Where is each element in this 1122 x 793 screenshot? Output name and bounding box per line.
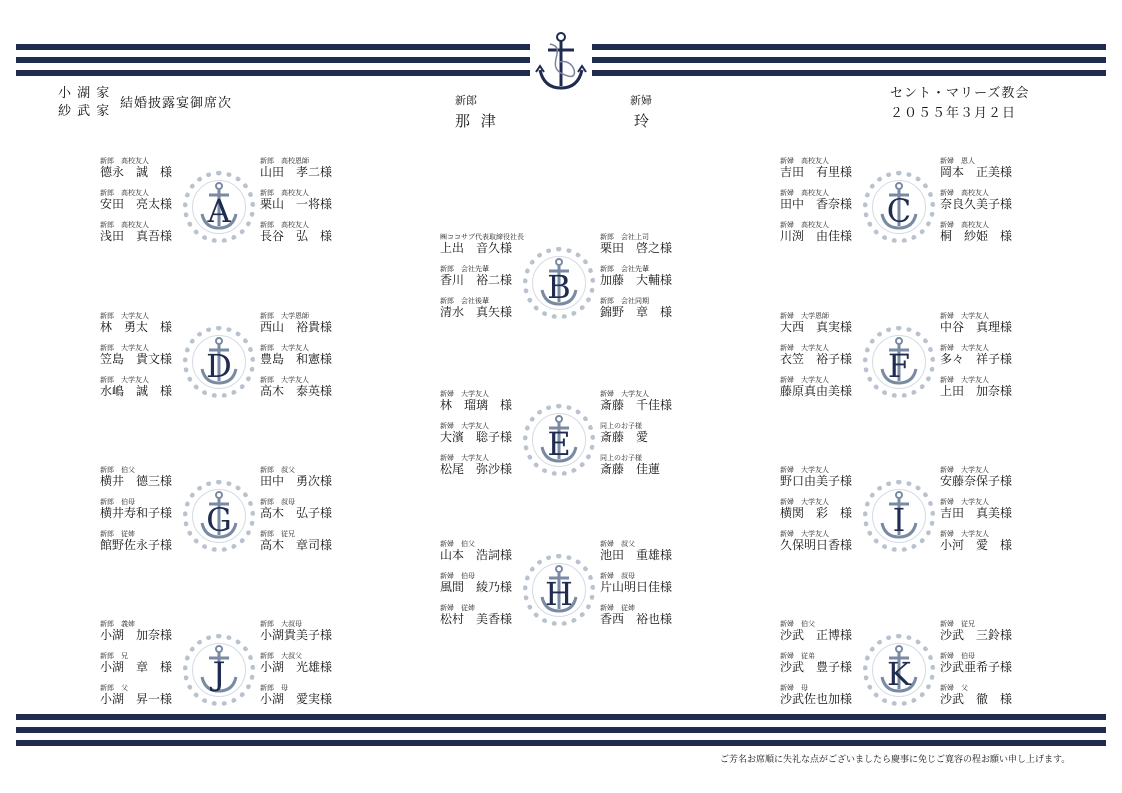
guest-entry	[440, 454, 530, 477]
guest-entry	[260, 620, 350, 643]
guest-name: 小湖 昇一様	[100, 692, 173, 706]
guest-name: 沙武 三鈴様	[940, 628, 1013, 642]
guest-name: 高木 泰英様	[260, 384, 333, 398]
guest-entry	[100, 189, 190, 212]
guest-entry	[440, 390, 530, 413]
guest-name: 横井 德三様	[100, 474, 173, 488]
guest-relation: 新婦 従姉	[600, 604, 635, 612]
bride-label: 新婦	[630, 94, 652, 107]
guest-relation: 新郎 兄	[100, 652, 128, 660]
guest-relation: 新婦 大学友人	[780, 376, 829, 384]
guest-name: 小湖 光雄様	[260, 660, 333, 674]
guest-name: 錦野 章 様	[600, 305, 673, 319]
guest-entry	[780, 466, 870, 489]
guest-name: 小湖貴美子様	[260, 628, 333, 642]
table-d	[100, 312, 350, 422]
table-medallion	[183, 480, 255, 552]
guest-name: 栗田 啓之様	[600, 241, 673, 255]
footer-note: ご芳名お席順に失礼な点がございましたら慶事に免じご寛容の程お願い申し上げます。	[720, 755, 1071, 765]
guest-relation: 新婦 大学友人	[600, 390, 649, 398]
guest-entry	[260, 530, 350, 553]
guest-relation: 新婦 大学友人	[940, 376, 989, 384]
guest-name: 上田 加奈様	[940, 384, 1013, 398]
table-letter: A	[207, 192, 231, 230]
family-left-2: 紗 武 家	[58, 104, 111, 119]
guest-entry	[780, 684, 870, 707]
groom-label: 新郎	[455, 94, 477, 107]
guest-relation: 新郎 高校友人	[100, 189, 149, 197]
table-medallion	[183, 171, 255, 243]
guest-relation: 新郎 叔母	[260, 498, 295, 506]
guest-relation: 同上のお子様	[600, 454, 642, 462]
anchor-icon	[530, 28, 592, 98]
guest-entry	[100, 312, 190, 335]
guest-entry	[100, 344, 190, 367]
guest-entry	[940, 652, 1030, 675]
guest-entry	[100, 498, 190, 521]
table-c	[780, 157, 1030, 267]
guest-name: 浅田 真吾様	[100, 229, 173, 243]
guest-name: 水嶋 誠 様	[100, 384, 173, 398]
guest-name: 大濱 聡子様	[440, 430, 513, 444]
guest-relation: 新郎 高校友人	[260, 221, 309, 229]
guest-relation: 新婦 大学恩師	[780, 312, 829, 320]
guest-relation: 新婦 恩人	[940, 157, 975, 165]
family-left-1: 小 湖 家	[58, 86, 111, 101]
guest-relation: 新婦 大学友人	[940, 312, 989, 320]
wedding-date: ２０５５年３月２日	[890, 106, 1017, 121]
guest-entry	[100, 157, 190, 180]
groom-name: 那 津	[455, 112, 499, 130]
guest-relation: 新婦 従弟	[780, 652, 815, 660]
guest-name: 川渕 由佳様	[780, 229, 853, 243]
table-letter: F	[887, 347, 911, 385]
guest-name: 多々 祥子様	[940, 352, 1013, 366]
table-letter: G	[206, 501, 232, 539]
guest-name: 小河 愛 様	[940, 538, 1013, 552]
guest-name: 栗山 一将様	[260, 197, 333, 211]
guest-relation: 新婦 高校友人	[780, 157, 829, 165]
guest-relation: 同上のお子様	[600, 422, 642, 430]
guest-entry	[100, 684, 190, 707]
table-medallion	[863, 326, 935, 398]
guest-relation: 新郎 大学友人	[260, 344, 309, 352]
guest-relation: 新郎 会社後輩	[440, 297, 489, 305]
guest-name: 沙武亜希子様	[940, 660, 1013, 674]
guest-entry	[940, 684, 1030, 707]
guest-relation: 新婦 大学友人	[940, 344, 989, 352]
guest-name: 久保明日香様	[780, 538, 853, 552]
guest-name: 野口由美子様	[780, 474, 853, 488]
guest-relation: 新婦 大学友人	[440, 390, 489, 398]
venue: セント・マリーズ教会	[890, 86, 1030, 101]
guest-entry	[100, 620, 190, 643]
guest-name: 清水 真矢様	[440, 305, 513, 319]
table-letter: D	[206, 347, 232, 385]
guest-entry	[600, 540, 690, 563]
guest-name: 林 瑠璃 様	[440, 398, 513, 412]
guest-name: 上出 音久様	[440, 241, 513, 255]
table-letter: I	[892, 501, 906, 539]
guest-relation: 新郎 高校恩師	[260, 157, 309, 165]
table-medallion	[523, 554, 595, 626]
guest-entry	[100, 376, 190, 399]
guest-relation: 新婦 叔母	[600, 572, 635, 580]
guest-relation: 新婦 大学友人	[940, 530, 989, 538]
guest-relation: 新郎 会社同期	[600, 297, 649, 305]
guest-name: 安藤奈保子様	[940, 474, 1013, 488]
guest-relation: 新郎 高校友人	[100, 157, 149, 165]
guest-relation: 新郎 大学友人	[100, 344, 149, 352]
guest-entry	[600, 297, 690, 320]
guest-relation: ㈱ココサブ代表取締役社長	[440, 233, 524, 241]
table-medallion	[863, 634, 935, 706]
guest-name: 横関 彩 様	[780, 506, 853, 520]
table-letter: E	[547, 425, 571, 463]
guest-relation: 新郎 父	[100, 684, 128, 692]
guest-relation: 新婦 従姉	[440, 604, 475, 612]
guest-relation: 新郎 高校友人	[100, 221, 149, 229]
guest-name: 斎藤 佳蓮	[600, 462, 661, 476]
guest-entry	[260, 466, 350, 489]
guest-relation: 新郎 大叔父	[260, 652, 302, 660]
guest-name: 小湖 加奈様	[100, 628, 173, 642]
guest-entry	[260, 498, 350, 521]
guest-entry	[940, 376, 1030, 399]
guest-name: 奈良久美子様	[940, 197, 1013, 211]
guest-name: 松村 美香様	[440, 612, 513, 626]
guest-entry	[600, 233, 690, 256]
guest-name: 横井寿和子様	[100, 506, 173, 520]
guest-name: 斎藤 千佳様	[600, 398, 673, 412]
guest-relation: 新婦 高校友人	[780, 221, 829, 229]
guest-entry	[260, 312, 350, 335]
guest-name: 田中 香奈様	[780, 197, 853, 211]
guest-relation: 新婦 高校友人	[940, 221, 989, 229]
guest-entry	[440, 422, 530, 445]
guest-relation: 新婦 大学友人	[940, 466, 989, 474]
guest-name: 斎藤 愛	[600, 430, 649, 444]
guest-name: 片山明日佳様	[600, 580, 673, 594]
guest-entry	[780, 312, 870, 335]
guest-name: 山本 浩詞様	[440, 548, 513, 562]
guest-entry	[100, 466, 190, 489]
guest-relation: 新郎 大学友人	[100, 312, 149, 320]
table-medallion	[863, 480, 935, 552]
guest-entry	[260, 344, 350, 367]
guest-entry	[260, 189, 350, 212]
guest-entry	[600, 604, 690, 627]
guest-entry	[940, 498, 1030, 521]
guest-name: 池田 重雄様	[600, 548, 673, 562]
table-i	[780, 466, 1030, 576]
table-medallion	[183, 326, 255, 398]
guest-entry	[260, 221, 350, 244]
guest-name: 笠島 貴文様	[100, 352, 173, 366]
guest-entry	[260, 684, 350, 707]
guest-name: 風間 綾乃様	[440, 580, 513, 594]
guest-name: 藤原真由美様	[780, 384, 853, 398]
bottom-stripe-3	[16, 740, 1106, 746]
guest-relation: 新婦 大学友人	[440, 422, 489, 430]
guest-relation: 新郎 叔父	[260, 466, 295, 474]
table-letter: H	[545, 575, 573, 613]
guest-relation: 新婦 伯父	[440, 540, 475, 548]
guest-entry	[260, 652, 350, 675]
guest-entry	[780, 376, 870, 399]
guest-name: 長谷 弘 様	[260, 229, 333, 243]
guest-entry	[260, 157, 350, 180]
guest-entry	[780, 189, 870, 212]
table-b	[440, 233, 690, 343]
guest-entry	[100, 530, 190, 553]
guest-name: 沙武佐也加様	[780, 692, 853, 706]
guest-name: 高木 章司様	[260, 538, 333, 552]
guest-entry	[440, 233, 530, 256]
guest-entry	[780, 498, 870, 521]
guest-name: 香西 裕也様	[600, 612, 673, 626]
guest-name: 吉田 有里様	[780, 165, 853, 179]
table-letter: J	[212, 655, 226, 693]
guest-entry	[940, 530, 1030, 553]
guest-relation: 新婦 大学友人	[940, 498, 989, 506]
guest-name: 香川 裕二様	[440, 273, 513, 287]
guest-entry	[440, 604, 530, 627]
table-medallion	[863, 171, 935, 243]
guest-name: 西山 裕貴様	[260, 320, 333, 334]
page-title: 結婚披露宴御席次	[120, 96, 233, 111]
guest-name: 高木 弘子様	[260, 506, 333, 520]
guest-entry	[940, 189, 1030, 212]
guest-relation: 新婦 伯母	[940, 652, 975, 660]
table-letter: K	[887, 655, 911, 693]
guest-relation: 新婦 母	[780, 684, 808, 692]
guest-relation: 新郎 高校友人	[260, 189, 309, 197]
guest-relation: 新郎 会社上司	[600, 233, 649, 241]
guest-entry	[100, 652, 190, 675]
table-medallion	[523, 404, 595, 476]
guest-entry	[780, 530, 870, 553]
guest-name: 館野佐永子様	[100, 538, 173, 552]
guest-relation: 新郎 従姉	[100, 530, 135, 538]
guest-relation: 新婦 叔父	[600, 540, 635, 548]
guest-entry	[940, 620, 1030, 643]
guest-entry	[440, 572, 530, 595]
guest-name: 加藤 大輔様	[600, 273, 673, 287]
guest-relation: 新婦 大学友人	[440, 454, 489, 462]
guest-entry	[940, 312, 1030, 335]
guest-entry	[440, 297, 530, 320]
guest-entry	[260, 376, 350, 399]
guest-name: 沙武 正博様	[780, 628, 853, 642]
guest-name: 德永 誠 様	[100, 165, 173, 179]
table-letter: C	[886, 192, 912, 230]
table-medallion	[523, 247, 595, 319]
guest-name: 松尾 弥沙様	[440, 462, 513, 476]
guest-entry	[780, 221, 870, 244]
guest-entry	[100, 221, 190, 244]
guest-relation: 新郎 会社先輩	[440, 265, 489, 273]
guest-name: 吉田 真美様	[940, 506, 1013, 520]
guest-name: 大西 真実様	[780, 320, 853, 334]
guest-relation: 新郎 母	[260, 684, 288, 692]
table-e	[440, 390, 690, 500]
guest-relation: 新婦 大学友人	[780, 498, 829, 506]
guest-entry	[440, 265, 530, 288]
guest-relation: 新婦 高校友人	[940, 189, 989, 197]
guest-entry	[940, 466, 1030, 489]
guest-relation: 新婦 高校友人	[780, 189, 829, 197]
table-medallion	[183, 634, 255, 706]
table-g	[100, 466, 350, 576]
guest-entry	[600, 265, 690, 288]
guest-entry	[600, 454, 690, 477]
guest-relation: 新郎 大叔母	[260, 620, 302, 628]
guest-relation: 新婦 大学友人	[780, 530, 829, 538]
guest-entry	[780, 652, 870, 675]
bride-name: 玲	[634, 112, 653, 130]
guest-name: 小湖 愛実様	[260, 692, 333, 706]
guest-relation: 新婦 大学友人	[780, 466, 829, 474]
guest-name: 桐 紗姫 様	[940, 229, 1013, 243]
guest-name: 衣笠 裕子様	[780, 352, 853, 366]
guest-entry	[940, 344, 1030, 367]
guest-name: 豊島 和憲様	[260, 352, 333, 366]
guest-name: 中谷 真理様	[940, 320, 1013, 334]
guest-relation: 新婦 伯父	[780, 620, 815, 628]
guest-relation: 新郎 大学友人	[260, 376, 309, 384]
table-a	[100, 157, 350, 267]
guest-name: 山田 孝二様	[260, 165, 333, 179]
guest-name: 沙武 徹 様	[940, 692, 1013, 706]
guest-entry	[440, 540, 530, 563]
guest-entry	[600, 390, 690, 413]
guest-relation: 新郎 大学恩師	[260, 312, 309, 320]
guest-entry	[780, 620, 870, 643]
table-h	[440, 540, 690, 650]
guest-name: 小湖 章 様	[100, 660, 173, 674]
guest-relation: 新郎 大学友人	[100, 376, 149, 384]
guest-relation: 新郎 義姉	[100, 620, 135, 628]
guest-relation: 新郎 伯母	[100, 498, 135, 506]
guest-relation: 新郎 伯父	[100, 466, 135, 474]
guest-name: 林 勇太 様	[100, 320, 173, 334]
guest-entry	[780, 344, 870, 367]
guest-relation: 新婦 伯母	[440, 572, 475, 580]
guest-name: 田中 勇次様	[260, 474, 333, 488]
guest-relation: 新郎 会社先輩	[600, 265, 649, 273]
guest-relation: 新婦 従兄	[940, 620, 975, 628]
guest-entry	[940, 221, 1030, 244]
guest-entry	[780, 157, 870, 180]
table-letter: B	[547, 268, 571, 306]
guest-entry	[600, 572, 690, 595]
table-j	[100, 620, 350, 730]
guest-entry	[600, 422, 690, 445]
guest-name: 岡本 正美様	[940, 165, 1013, 179]
guest-relation: 新郎 従兄	[260, 530, 295, 538]
guest-entry	[940, 157, 1030, 180]
table-k	[780, 620, 1030, 730]
guest-relation: 新婦 父	[940, 684, 968, 692]
guest-relation: 新婦 大学友人	[780, 344, 829, 352]
table-f	[780, 312, 1030, 422]
guest-name: 沙武 豊子様	[780, 660, 853, 674]
guest-name: 安田 亮太様	[100, 197, 173, 211]
